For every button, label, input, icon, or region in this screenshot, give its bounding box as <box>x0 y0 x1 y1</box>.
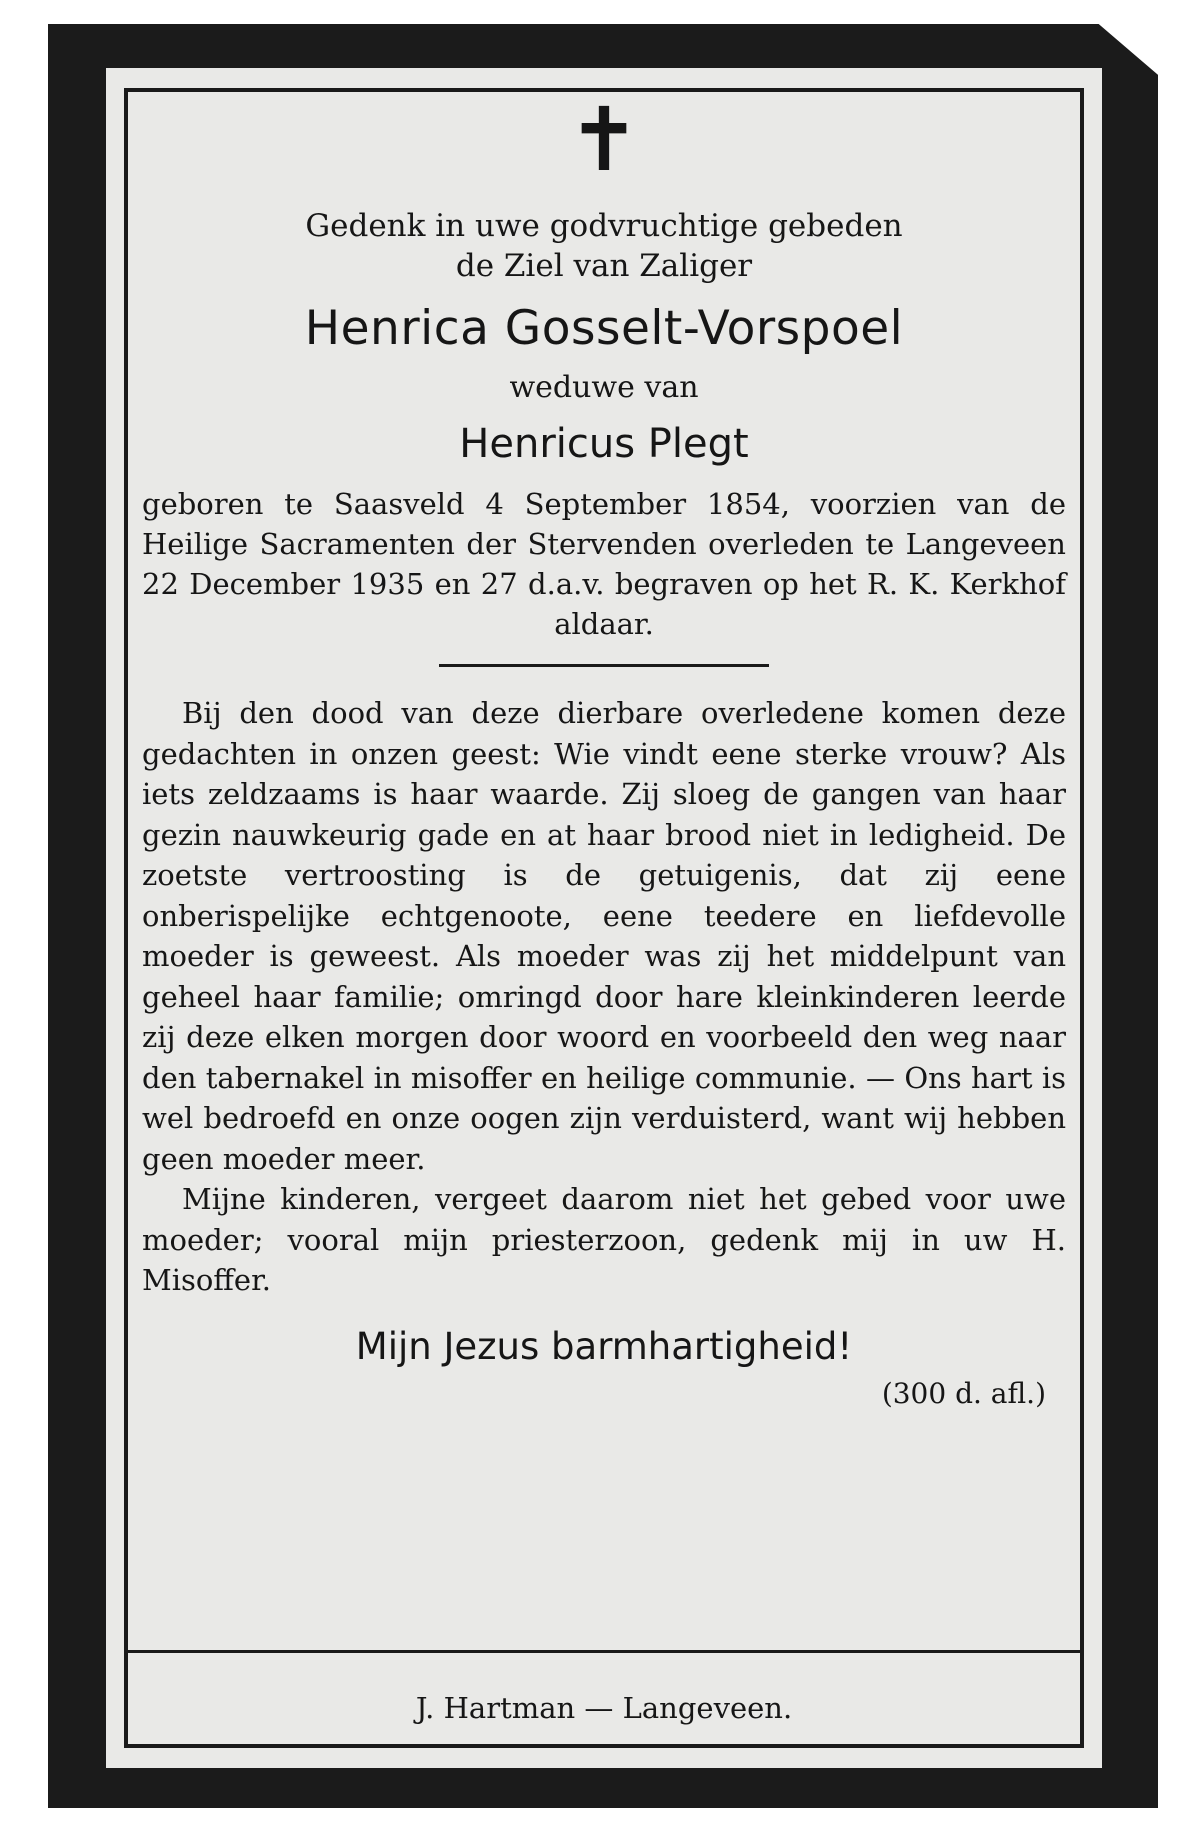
card-content <box>142 68 1066 1768</box>
footer-divider <box>124 1650 1084 1653</box>
memorial-text <box>142 693 1066 1301</box>
cross-icon: ✝ <box>567 88 641 191</box>
intro-line-1: Gedenk in uwe godvruchtige gebeden <box>305 208 903 244</box>
life-details: geboren te Saasveld 4 September 1854, voorzien van de Heilige Sacramenten der Stervenden overleden te Langeveen 22 December 1935 en 27 d.a.v. begraven op het R. K. Kerkhof aldaar. <box>142 487 1066 641</box>
card-folded-corner <box>1094 20 1164 80</box>
ejaculation-prayer: Mijn Jezus barmhartigheid! <box>355 1324 853 1368</box>
deceased-name: Henrica Gosselt-Vorspoel <box>304 301 904 356</box>
memorial-paragraph-1: Bij den dood van deze dierbare overledene komen deze gedachten in onzen geest: Wie vindt eene sterke vrouw? Als iets zeldzaams is haar waarde. Zij sloeg de gangen van haar gezin nauwkeurig gade en at haar brood niet in ledigheid. De zoetste vertroosting is de getuigenis, dat zij eene onberispelijke echtgenoote, eene teedere en liefdevolle moeder is geweest. Als moeder was zij het middelpunt van geheel haar familie; omringd door hare kleinkinderen leerde zij deze elken morgen door woord en voorbeeld den weg naar den tabernakel in misoffer en heilige communie. — Ons hart is wel bedroefd en onze oogen zijn verduisterd, want wij hebben geen moeder meer. <box>142 696 1066 1176</box>
husband-name: Henricus Plegt <box>459 421 749 467</box>
indulgence-note: (300 d. afl.) <box>881 1376 1046 1410</box>
memorial-card <box>48 24 1158 1808</box>
intro-text <box>142 206 1066 286</box>
widow-of-label: weduwe van <box>509 370 699 405</box>
divider-rule <box>439 664 769 667</box>
card-inner-panel <box>106 68 1102 1768</box>
memorial-paragraph-2: Mijne kinderen, vergeet daarom niet het gebed voor uwe moeder; vooral mijn priesterzoon, gedenk mij in uw H. Misoffer. <box>142 1182 1066 1297</box>
intro-line-2: de Ziel van Zaliger <box>455 248 753 284</box>
printer-credit: J. Hartman — Langeveen. <box>415 1691 793 1725</box>
